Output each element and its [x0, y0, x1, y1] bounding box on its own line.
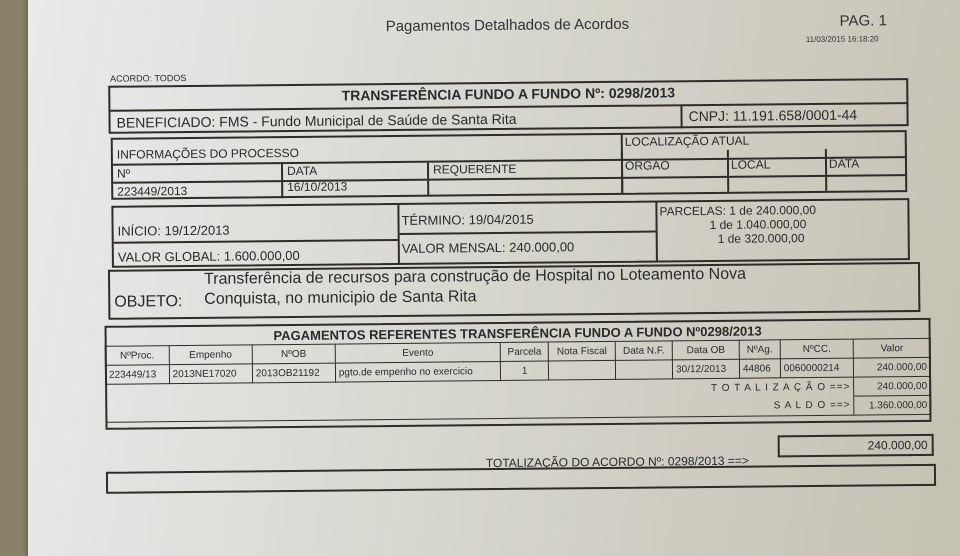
term-middle — [397, 203, 656, 263]
cell-empenho: 2013NE17020 — [169, 364, 252, 384]
page-number: PAG. 1 — [839, 12, 887, 30]
totalizacao-value: 240.000,00 — [854, 376, 931, 396]
total-acordo-value-box — [778, 434, 934, 457]
col-nota-fiscal: Nota Fiscal — [548, 341, 615, 361]
termino: TÉRMINO: 19/04/2015 — [401, 211, 534, 228]
processo-data: 16/10/2013 — [281, 179, 347, 198]
report-timestamp: 11/03/2015 16:18:20 — [805, 34, 879, 45]
empty-footer-box — [106, 464, 936, 494]
cell-nproc: 223449/13 — [105, 365, 169, 385]
col-nag: NºAg. — [739, 340, 780, 359]
objeto-line-2: Conquista, no municipio de Santa Rita — [204, 288, 477, 308]
report-title: Pagamentos Detalhados de Acordos — [385, 15, 630, 36]
col-valor: Valor — [853, 338, 930, 358]
parcela-3: 1 de 320.000,00 — [717, 231, 805, 246]
object-box — [108, 262, 920, 320]
total-acordo-label: TOTALIZAÇÃO DO ACORDO Nº: 0298/2013 ==> — [485, 453, 749, 471]
saldo-label: S A L D O ==> — [106, 396, 854, 422]
acordo-filter: ACORDO: TODOS — [110, 73, 187, 84]
col-local: LOCAL — [727, 149, 771, 175]
loc-local — [727, 178, 729, 192]
valor-mensal: VALOR MENSAL: 240.000,00 — [400, 231, 656, 256]
col-requerente: REQUERENTE — [427, 162, 516, 179]
beneficiary-row — [110, 102, 906, 134]
col-orgao: ÓRGÃO — [621, 150, 670, 176]
col-numero: Nº — [116, 166, 131, 181]
cell-data-ob: 30/12/2013 — [672, 359, 739, 379]
cell-data-nf — [615, 360, 672, 380]
col-evento: Evento — [335, 342, 501, 363]
inicio: INÍCIO: 19/12/2013 — [117, 222, 230, 239]
loc-data — [825, 177, 827, 191]
processo-requerente — [427, 181, 429, 195]
agreement-header-box — [108, 78, 908, 134]
col-data: DATA — [281, 164, 317, 180]
cell-nag: 44806 — [739, 359, 780, 378]
cell-nob: 2013OB21192 — [252, 363, 335, 383]
loc-orgao — [621, 179, 623, 193]
cell-nota-fiscal — [549, 360, 616, 380]
payments-title: PAGAMENTOS REFERENTES TRANSFERÊNCIA FUNDO A FUNDO Nº0298/2013 — [273, 323, 762, 344]
process-section-label: INFORMAÇÕES DO PROCESSO — [116, 145, 299, 162]
saldo-value: 1.360.000,00 — [854, 395, 931, 415]
process-info-box — [111, 130, 908, 200]
valor-global: VALOR GLOBAL: 1.600.000,00 — [114, 239, 398, 265]
objeto-label: OBJETO: — [114, 293, 183, 311]
location-section-label: LOCALIZAÇÃO ATUAL — [624, 133, 750, 149]
cell-ncc: 0060000214 — [780, 358, 854, 378]
col-data-ob: Data OB — [672, 340, 739, 360]
col-parcela: Parcela — [500, 342, 548, 361]
cell-parcela: 1 — [501, 361, 549, 380]
total-acordo-value: 240.000,00 — [867, 437, 928, 453]
objeto-line-1: Transferência de recursos para construção de Hospital no Loteamento Nova — [203, 265, 747, 288]
processo-numero: 223449/2013 — [117, 183, 188, 199]
parcela-1: PARCELAS: 1 de 240.000,00 — [659, 202, 817, 219]
cell-valor: 240.000,00 — [854, 357, 931, 377]
cell-evento: pgto.de empenho no exercicio — [335, 361, 501, 382]
payments-table — [105, 338, 932, 423]
parcelas — [655, 200, 908, 260]
col-nproc: NºProc. — [105, 346, 169, 366]
term-box — [111, 198, 910, 268]
parcela-2: 1 de 1.040.000,00 — [709, 217, 807, 232]
col-data-nf: Data N.F. — [615, 341, 672, 361]
col-nob: NºOB — [252, 344, 335, 364]
col-empenho: Empenho — [169, 345, 252, 365]
col-ncc: NºCC. — [780, 339, 854, 359]
beneficiado: BENEFICIADO: FMS - Fundo Municipal de Saúde de Santa Rita — [116, 110, 517, 131]
col-loc-data: DATA — [825, 149, 859, 175]
totalizacao-label: T O T A L I Z A Ç Ã O ==> — [106, 377, 854, 403]
agreement-title: TRANSFERÊNCIA FUNDO A FUNDO Nº: 0298/2013 — [341, 84, 676, 104]
cnpj: CNPJ: 11.191.658/0001-44 — [680, 105, 857, 129]
